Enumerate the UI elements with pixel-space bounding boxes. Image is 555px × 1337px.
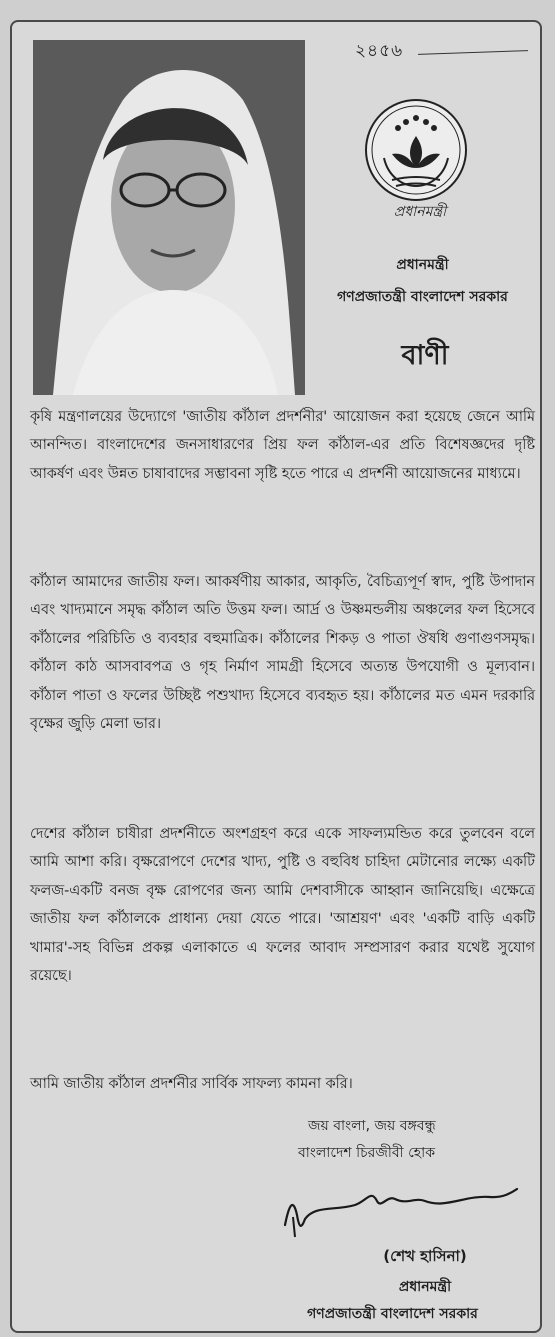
message-heading: বাণী xyxy=(401,340,449,371)
header-date: ২৪৫৬ xyxy=(355,41,404,61)
closing-slogan-2: বাংলাদেশ চিরজীবী হোক xyxy=(298,1145,436,1161)
government-emblem-icon xyxy=(362,96,470,204)
signatory-title: প্রধানমন্ত্রী xyxy=(398,1279,452,1295)
message-paragraph-3: দেশের কাঁঠাল চাষীরা প্রদর্শনীতে অংশগ্রহণ করে একে সাফল্যমন্ডিত করে তুলবেন বলে আমি আশা করি। বৃক্ষরোপণে দেশের খাদ্য, পুষ্টি ও বহুবিধ চাহিদা মেটানোর লক্ষ্যে একটি ফলজ-একটি বনজ বৃক্ষ রোপণের জন্য আমি দেশবাসীকে আহ্বান জানিয়েছি। এক্ষেত্রে জাতীয় ফল কাঁঠালকে প্রাধান্য দেয়া যেতে পারে। 'আশ্রয়ণ' এবং 'একটি বাড়ি একটি খামার'-সহ বিভিন্ন প্রকল্প এলাকাতে এ ফলের আবাদ সম্প্রসারণ করার যথেষ্ট সুযোগ রয়েছে। xyxy=(30,826,535,985)
message-paragraph-1: কৃষি মন্ত্রণালয়ের উদ্যোগে 'জাতীয় কাঁঠাল প্রদর্শনীর' আয়োজন করা হয়েছে জেনে আমি আনন্দিত। বাংলাদেশের জনসাধারণের প্রিয় ফল কাঁঠাল-এর প্রতি বিশেষজ্ঞদের দৃষ্টি আকর্ষণ এবং উন্নত চাষাবাদের সম্ভাবনা সৃষ্টি হতে পারে এ প্রদর্শনী আয়োজনের মাধ্যমে। xyxy=(30,409,535,482)
office-government: গণপ্রজাতন্ত্রী বাংলাদেশ সরকার xyxy=(337,289,508,305)
message-paragraph-2: কাঁঠাল আমাদের জাতীয় ফল। আকর্ষণীয় আকার, আকৃতি, বৈচিত্র্যপূর্ণ স্বাদ, পুষ্টি উপাদান এবং খাদ্যমানে সমৃদ্ধ কাঁঠাল অতি উত্তম ফল। আর্দ্র ও উষ্ণমন্ডলীয় অঞ্চলের ফল হিসেবে কাঁঠালের পরিচিতি ও ব্যবহার বহুমাত্রিক। কাঁঠালের শিকড় ও পাতা ঔষধি গুণাগুণসমৃদ্ধ। কাঁঠাল কাঠ আসবাবপত্র ও গৃহ নির্মাণ সামগ্রী হিসেবে অত্যন্ত উপযোগী ও মূল্যবান। কাঁঠাল পাতা ও ফলের উচ্ছিষ্ট পশুখাদ্য হিসেবে ব্যবহৃত হয়। কাঁঠালের মত এমন দরকারি বৃক্ষের জুড়ি মেলা ভার। xyxy=(30,574,535,733)
portrait-photo xyxy=(33,40,305,395)
closing-slogan-1: জয় বাংলা, জয় বঙ্গবন্ধু xyxy=(308,1118,436,1134)
signatory-government: গণপ্রজাতন্ত্রী বাংলাদেশ সরকার xyxy=(307,1306,478,1322)
office-title: প্রধানমন্ত্রী xyxy=(396,257,449,273)
handwritten-signature xyxy=(275,1175,525,1245)
message-paragraph-4: আমি জাতীয় কাঁঠাল প্রদর্শনীর সার্বিক সাফল্য কামনা করি। xyxy=(30,1076,353,1092)
signatory-name: (শেখ হাসিনা) xyxy=(383,1247,467,1265)
emblem-caption: প্রধানমন্ত্রী xyxy=(393,204,447,220)
